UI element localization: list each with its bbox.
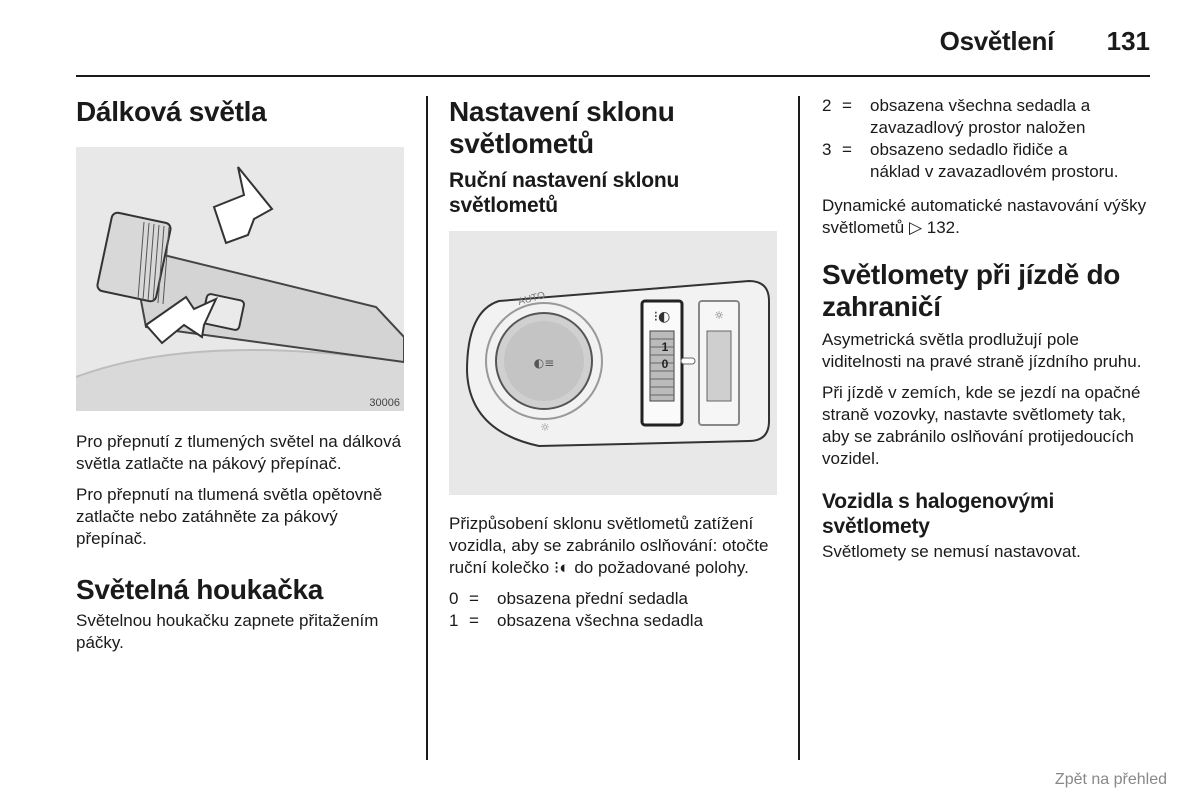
- paragraph-halogen: Světlomety se nemusí nastavovat.: [822, 542, 1081, 561]
- auto-label: AUTO: [516, 290, 547, 308]
- heading-driving-abroad: Světlomety při jízdě do zahraničí: [822, 259, 1121, 322]
- list-item-number: 1: [449, 611, 459, 630]
- svg-text:☼: ☼: [540, 421, 550, 434]
- column-divider-1: [426, 96, 428, 760]
- wheel-label-0: 0: [661, 357, 669, 371]
- figure-light-switch: [449, 231, 777, 495]
- load-list: [449, 588, 779, 632]
- list-item-equals: =: [842, 96, 852, 115]
- list-item-equals: =: [469, 589, 479, 608]
- paragraph-other-side: Při jízdě v zemích, kde se jezdí na opačné straně vozovky, nastavte světlomety tak, aby se zabránilo oslňování protijedoucích vozidel.: [822, 383, 1141, 468]
- svg-text:⁝◐: ⁝◐: [653, 309, 671, 325]
- heading-high-beam: Dálková světla: [76, 96, 267, 127]
- list-item: [822, 139, 1122, 183]
- load-list-continued: [822, 95, 1157, 183]
- column-1: [76, 88, 406, 654]
- page-reference-link[interactable]: 132.: [926, 218, 960, 237]
- subheading-halogen: Vozidla s halogenovými světlomety: [822, 490, 1055, 538]
- paragraph-dynamic-leveling: [822, 195, 1157, 239]
- subheading-manual-range: Ruční nastavení sklonu světlometů: [449, 169, 680, 217]
- header-rule: [76, 75, 1150, 77]
- list-item-text: obsazena všechna sedadla a zavazadlový prostor naložen: [870, 96, 1091, 137]
- list-item-text: obsazena přední sedadla: [497, 589, 688, 608]
- list-item: [822, 95, 1157, 139]
- header-title: Osvětlení: [939, 26, 1054, 56]
- page-number: 131: [1106, 26, 1150, 56]
- column-divider-2: [798, 96, 800, 760]
- list-item-number: 0: [449, 589, 459, 608]
- heading-headlight-range: Nastavení sklonu světlometů: [449, 96, 675, 159]
- list-item-number: 3: [822, 140, 832, 159]
- paragraph-asymmetric: Asymetrická světla prodlužují pole viditelnosti na pravé straně jízdního pruhu.: [822, 330, 1142, 371]
- light-switch-panel-illustration: [449, 231, 777, 495]
- list-item-equals: =: [469, 611, 479, 630]
- list-item-text: obsazeno sedadlo řidiče a náklad v zavazadlovém prostoru.: [870, 140, 1119, 181]
- back-to-overview-link[interactable]: Zpět na přehled: [1054, 771, 1167, 788]
- list-item-number: 2: [822, 96, 832, 115]
- column-3: [822, 88, 1157, 563]
- range-adjust-text: Přizpůsobení sklonu světlometů zatížení vozidla, aby se zabránilo oslňování: otočte ruční kolečko: [449, 514, 769, 577]
- paragraph-high-beam-off: Pro přepnutí na tlumená světla opětovně zatlačte nebo zatáhněte za pákový přepínač.: [76, 485, 383, 548]
- turn-signal-stalk-illustration: [76, 147, 404, 411]
- svg-text:◐≡: ◐≡: [533, 356, 555, 370]
- list-item: [449, 588, 779, 610]
- figure-stalk: [76, 147, 404, 411]
- headlight-range-icon: ⁝◐: [553, 558, 570, 577]
- paragraph-high-beam-on: Pro přepnutí z tlumených světel na dálková světla zatlačte na pákový přepínač.: [76, 432, 402, 473]
- paragraph-headlight-flash: Světelnou houkačku zapnete přitažením páčky.: [76, 611, 379, 652]
- figure-number: 30006: [369, 397, 400, 409]
- list-item-text: obsazena všechna sedadla: [497, 611, 704, 630]
- wheel-label-1: 1: [661, 340, 669, 354]
- range-adjust-text-end: do požadované polohy.: [574, 558, 749, 577]
- heading-headlight-flash: Světelná houkačka: [76, 574, 324, 605]
- page-reference-icon: ▷: [908, 218, 923, 237]
- svg-text:☼: ☼: [714, 309, 724, 322]
- paragraph-range-adjust: [449, 513, 779, 579]
- column-2: [449, 88, 779, 632]
- list-item: [449, 610, 779, 632]
- list-item-equals: =: [842, 140, 852, 159]
- dynamic-leveling-text: Dynamické automatické nastavování výšky světlometů: [822, 196, 1147, 237]
